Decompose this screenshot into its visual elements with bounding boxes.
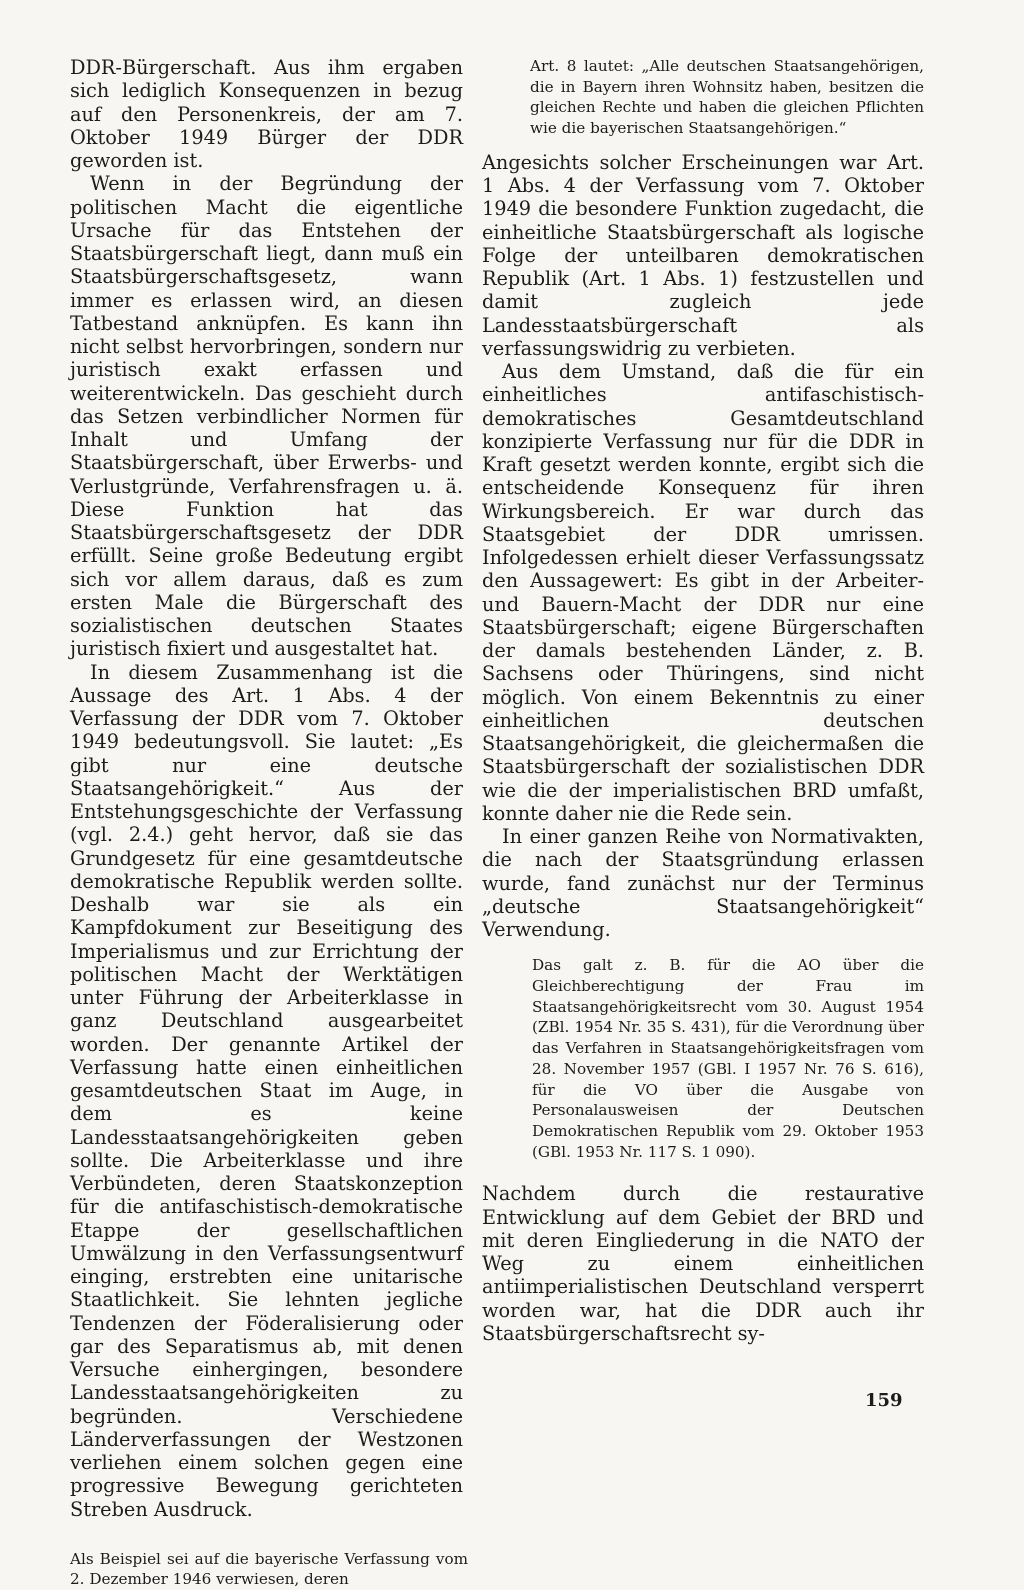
left-column xyxy=(70,56,468,1590)
paragraph: Angesichts solcher Erscheinungen war Art. 1 Abs. 4 der Verfassung vom 7. Oktober 1949 die besondere Funktion zugedacht, die einheitliche Staatsbürgerschaft als logische Folge der unteilbaren demokratischen Republik (Art. 1 Abs. 1) festzustellen und damit zugleich jede Landesstaatsbürgerschaft als verfassungswidrig zu verbieten. xyxy=(482,150,924,360)
right-column xyxy=(482,56,924,1345)
paragraph: Aus dem Umstand, daß die für ein einheitliches antifaschistisch-demokratisches Gesamtdeutschland konzipierte Verfassung nur für die DDR in Kraft gesetzt werden konnte, ergibt sich die entscheidende Konsequenz für ihren Wirkungsbereich. Er war durch das Staatsgebiet der DDR umrissen. Infolgedessen erhielt dieser Verfassungssatz den Aussagewert: Es gibt in der Arbeiter- und Bauern-Macht der DDR nur eine Staatsbürgerschaft; eigene Bürgerschaften der damals bestehenden Länder, z. B. Sachsens oder Thüringens, sind nicht möglich. Von einem Bekenntnis zu einer einheitlichen deutschen Staatsangehörigkeit, die gleichermaßen die Staatsbürgerschaft der sozialistischen DDR wie die der imperialistischen BRD umfaßt, konnte daher nie die Rede sein. xyxy=(482,360,924,825)
footnote-text: Als Beispiel sei auf die bayerische Verfassung vom 2. Dezember 1946 verwiesen, deren xyxy=(70,1549,468,1589)
paragraph: In einer ganzen Reihe von Normativakten, die nach der Staatsgründung erlassen wurde, fand zunächst nur der Terminus „deutsche Staatsangehörigkeit“ Verwendung. xyxy=(482,825,924,942)
paragraph: DDR-Bürgerschaft. Aus ihm ergaben sich lediglich Konsequenzen in bezug auf den Personenkreis, der am 7. Oktober 1949 Bürger der DDR geworden ist. xyxy=(70,56,463,172)
paragraph: In diesem Zusammenhang ist die Aussage des Art. 1 Abs. 4 der Verfassung der DDR vom 7. Oktober 1949 bedeutungsvoll. Sie lautet: „Es gibt nur eine deutsche Staatsangehörigkeit.“ Aus der Entstehungsgeschichte der Verfassung (vgl. 2.4.) geht hervor, daß sie das Grundgesetz für eine gesamtdeutsche demokratische Republik werden sollte. Deshalb war sie als ein Kampfdokument zur Beseitigung des Imperialismus und zur Errichtung der politischen Macht der Werktätigen unter Führung der Arbeiterklasse in ganz Deutschland ausgearbeitet worden. Der genannte Artikel der Verfassung hatte einen einheitlichen gesamtdeutschen Staat im Auge, in dem es keine Landesstaatsangehörigkeiten geben sollte. Die Arbeiterklasse und ihre Verbündeten, deren Staatskonzeption für die antifaschistisch-demokratische Etappe der gesellschaftlichen Umwälzung in den Verfassungsentwurf einging, erstrebten eine unitarische Staatlichkeit. Sie lehnten jegliche Tendenzen der Föderalisierung oder gar des Separatismus ab, mit denen Versuche einhergingen, besondere Landesstaatsangehörigkeiten zu begründen. Verschiedene Länderverfassungen der Westzonen verliehen einem solchen gegen eine progressive Bewegung gerichteten Streben Ausdruck. xyxy=(70,660,463,1521)
paragraph: Wenn in der Begründung der politischen Macht die eigentliche Ursache für das Entstehen der Staatsbürgerschaft liegt, dann muß ein Staatsbürgerschaftsgesetz, wann immer es erlassen wird, an diesen Tatbestand anknüpfen. Es kann ihn nicht selbst hervorbringen, sondern nur juristisch exakt erfassen und weiterentwickeln. Das geschieht durch das Setzen verbindlicher Normen für Inhalt und Umfang der Staatsbürgerschaft, über Erwerbs- und Verlustgründe, Verfahrensfragen u. ä. Diese Funktion hat das Staatsbürgerschaftsgesetz der DDR erfüllt. Seine große Bedeutung ergibt sich vor allem daraus, daß es zum ersten Male die Bürgerschaft des sozialistischen deutschen Staates juristisch fixiert und ausgestaltet hat. xyxy=(70,172,463,661)
paragraph: Nachdem durch die restaurative Entwicklung auf dem Gebiet der BRD und mit deren Eingliederung in die NATO der Weg zu einem einheitlichen antiimperialistischen Deutschland versperrt worden war, hat die DDR auch ihr Staatsbürgerschaftsrecht sy- xyxy=(482,1182,924,1345)
quote-text: Art. 8 lautet: „Alle deutschen Staatsangehörigen, die in Bayern ihren Wohnsitz haben, besitzen die gleichen Rechte und haben die gleichen Pflichten wie die bayerischen Staatsangehörigen.“ xyxy=(530,57,924,138)
page-number: 159 xyxy=(865,1390,903,1411)
footnote-text: Das galt z. B. für die AO über die Gleichberechtigung der Frau im Staatsangehörigkeitsrecht vom 30. August 1954 (ZBl. 1954 Nr. 35 S. 431), für die Verordnung über das Verfahren in Staatsangehörigkeitsfragen vom 28. November 1957 (GBl. I 1957 Nr. 76 S. 616), für die VO über die Ausgabe von Personalausweisen der Deutschen Demokratischen Republik vom 29. Oktober 1953 (GBl. 1953 Nr. 117 S. 1 090). xyxy=(532,956,924,1161)
